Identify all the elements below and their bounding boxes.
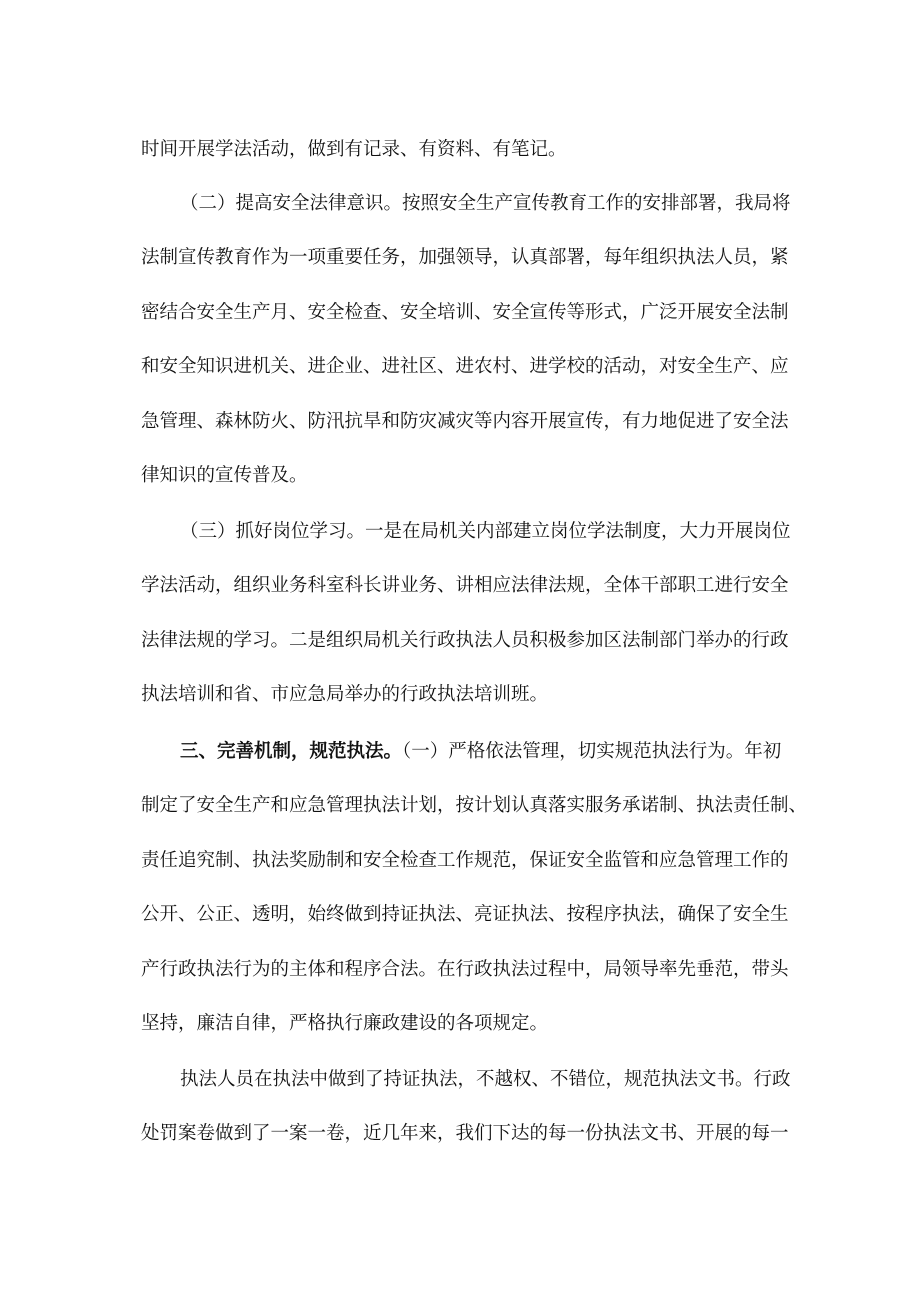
paragraph-1-line-1: 时间开展学法活动，做到有记录、有资料、有笔记。 <box>141 139 567 160</box>
paragraph-4-line-4: 公开、公正、透明，始终做到持证执法、亮证执法、按程序执法，确保了安全生 <box>141 904 789 925</box>
paragraph-3-line-4: 执法培训和省、市应急局举办的行政执法培训班。 <box>141 684 549 705</box>
paragraph-4-line-1-text: （一）严格依法管理，切实规范执法行为。年初 <box>402 741 782 762</box>
paragraph-3-line-2: 学法活动，组织业务科室科长讲业务、讲相应法律法规，全体干部职工进行安全 <box>141 575 789 596</box>
paragraph-4-line-6: 坚持，廉洁自律，严格执行廉政建设的各项规定。 <box>141 1013 549 1034</box>
paragraph-4-line-5: 产行政执法行为的主体和程序合法。在行政执法过程中，局领导率先垂范，带头 <box>141 959 789 980</box>
section-heading: 三、完善机制，规范执法。 <box>180 741 403 762</box>
paragraph-2-line-2: 法制宣传教育作为一项重要任务，加强领导，认真部署，每年组织执法人员，紧 <box>141 247 789 268</box>
paragraph-2-line-1: （二）提高安全法律意识。按照安全生产宣传教育工作的安排部署，我局将 <box>180 193 791 214</box>
paragraph-2-line-6: 律知识的宣传普及。 <box>141 465 308 486</box>
paragraph-2-line-4: 和安全知识进机关、进企业、进社区、进农村、进学校的活动，对安全生产、应 <box>141 356 789 377</box>
paragraph-3-line-1: （三）抓好岗位学习。一是在局机关内部建立岗位学法制度，大力开展岗位 <box>180 521 791 542</box>
paragraph-2-line-5: 急管理、森林防火、防汛抗旱和防灾减灾等内容开展宣传，有力地促进了安全法 <box>141 411 789 432</box>
paragraph-5-line-1: 执法人员在执法中做到了持证执法，不越权、不错位，规范执法文书。行政 <box>180 1069 791 1090</box>
paragraph-4-line-3: 责任追究制、执法奖励制和安全检查工作规范，保证安全监管和应急管理工作的 <box>141 850 789 871</box>
paragraph-4-line-2: 制定了安全生产和应急管理执法计划，按计划认真落实服务承诺制、执法责任制、 <box>141 795 808 816</box>
paragraph-5-line-2: 处罚案卷做到了一案一卷，近几年来，我们下达的每一份执法文书、开展的每一 <box>141 1123 789 1144</box>
paragraph-2-line-3: 密结合安全生产月、安全检查、安全培训、安全宣传等形式，广泛开展安全法制 <box>141 302 789 323</box>
paragraph-4-line-1 <box>180 737 781 767</box>
paragraph-3-line-3: 法律法规的学习。二是组织局机关行政执法人员积极参加区法制部门举办的行政 <box>141 630 789 651</box>
